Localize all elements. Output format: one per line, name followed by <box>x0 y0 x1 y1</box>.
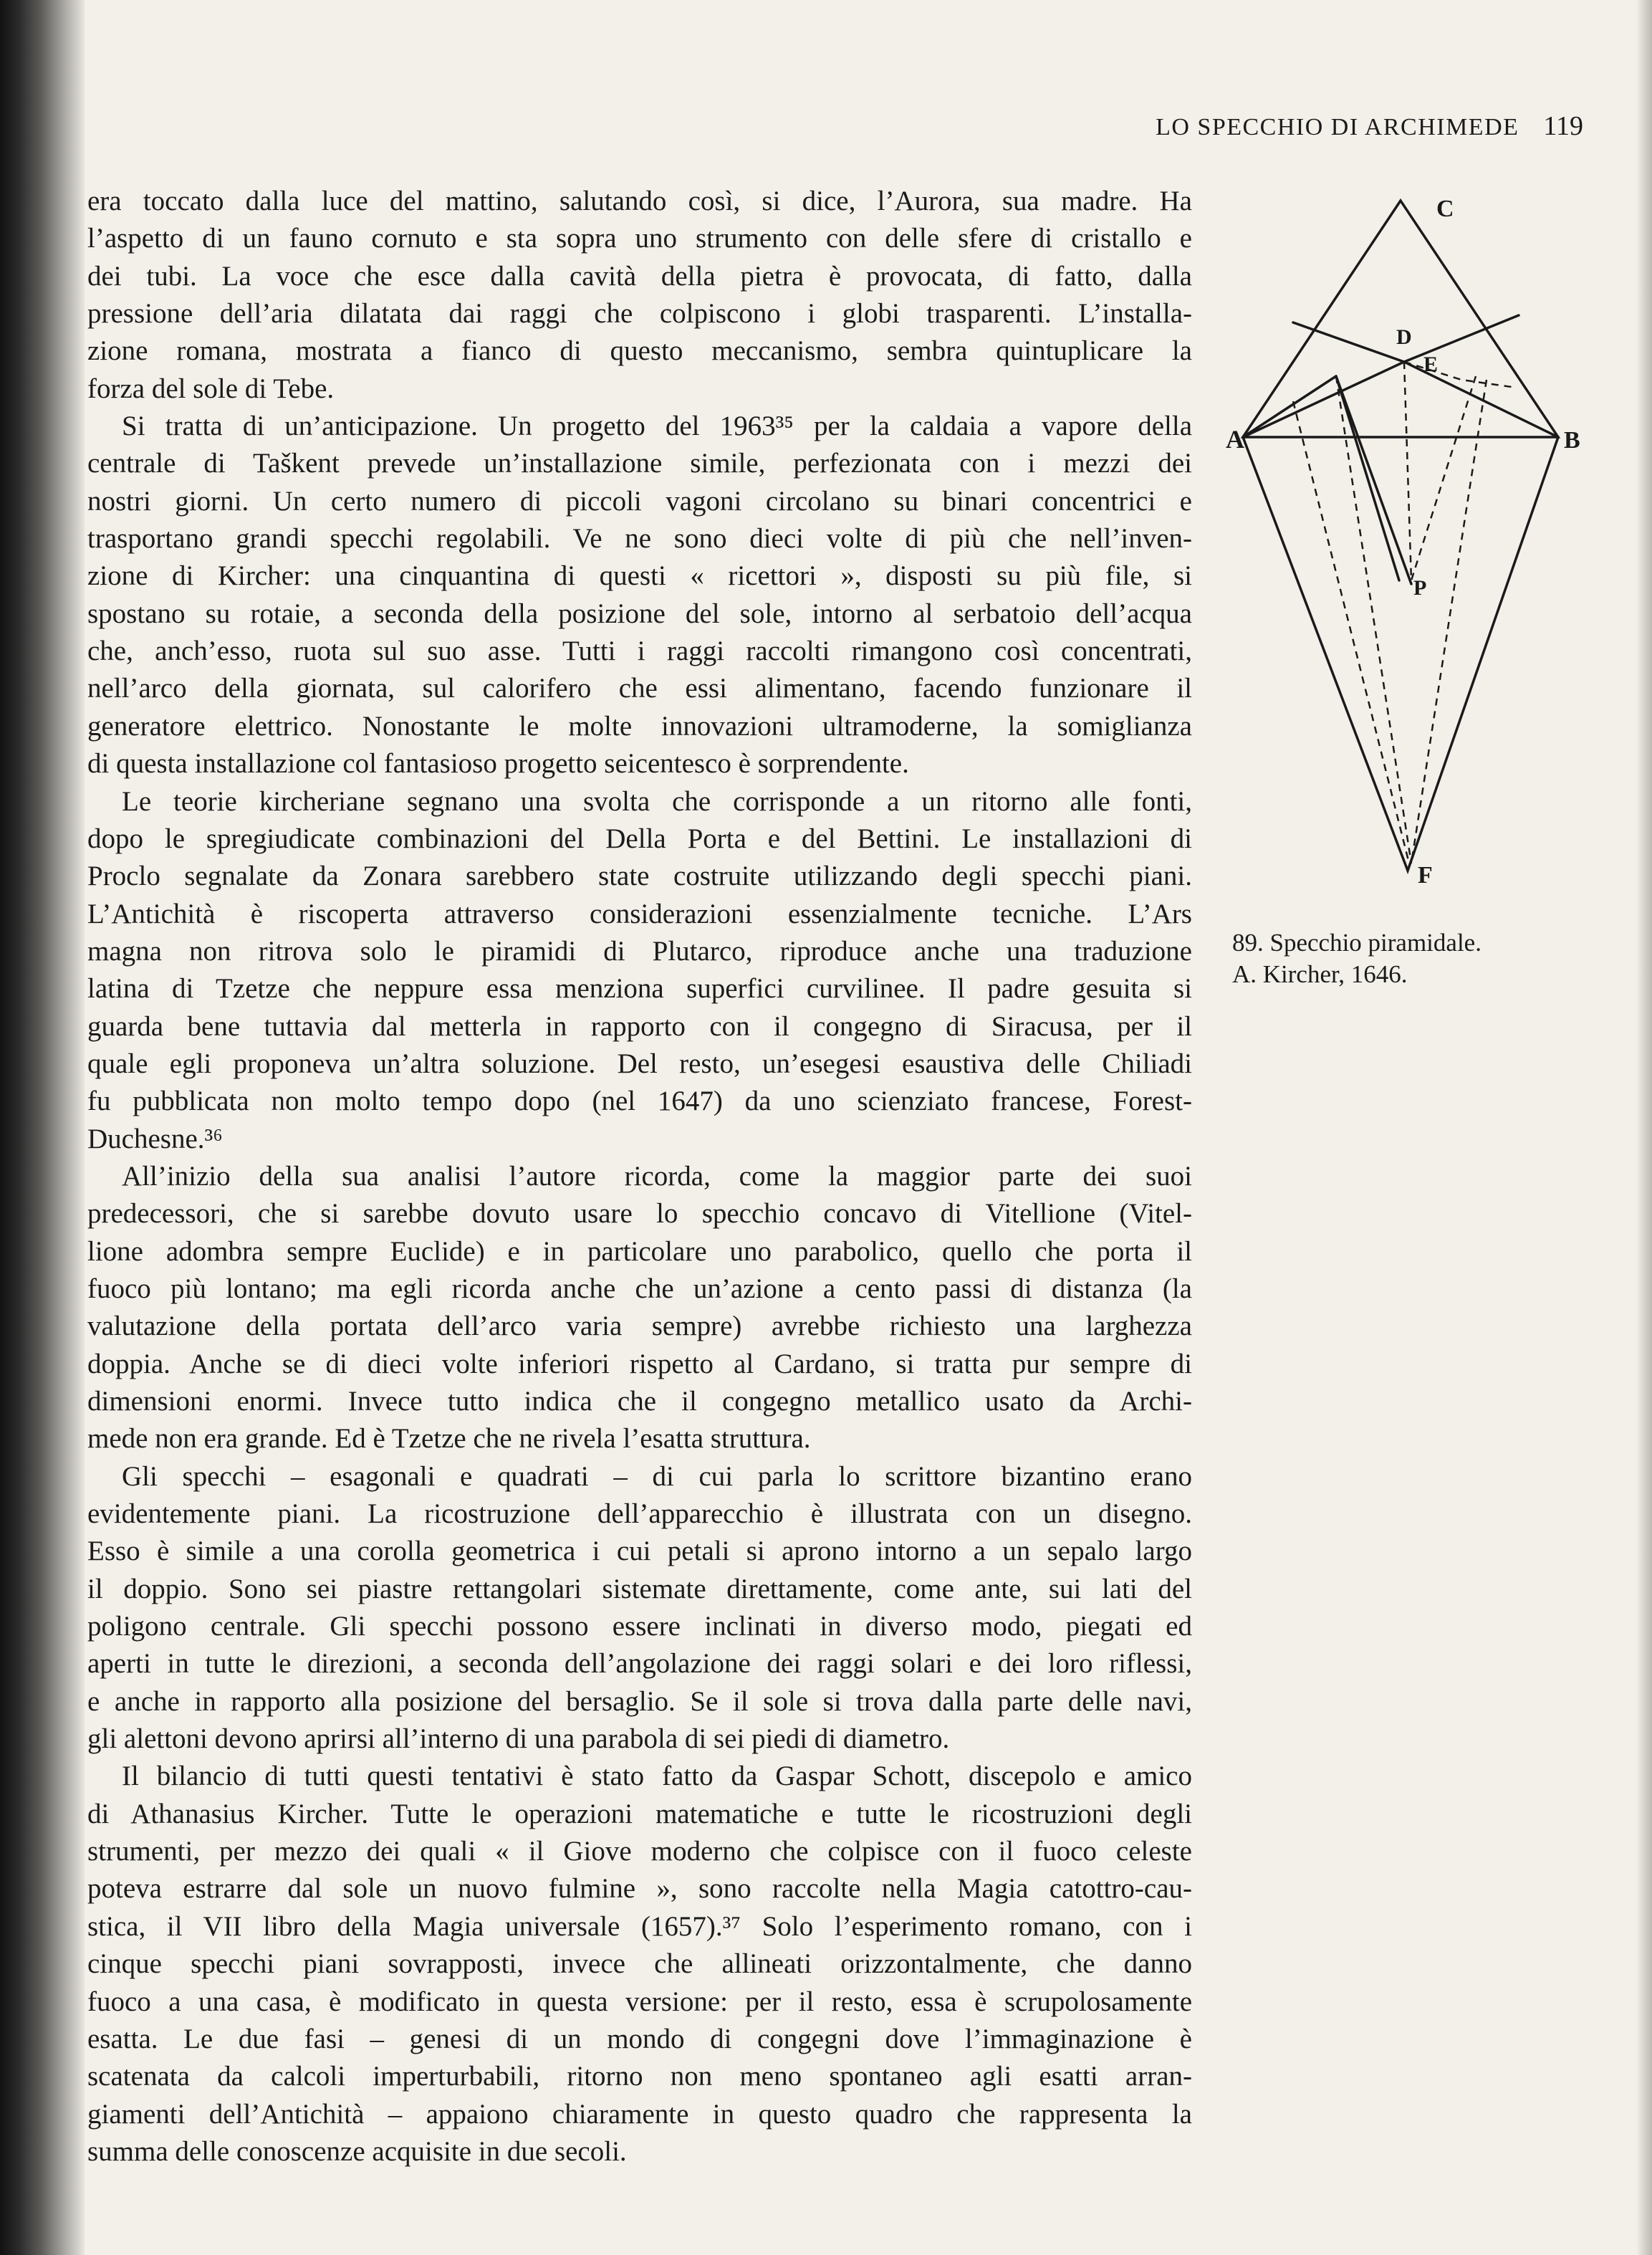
text-line: generatore elettrico. Nonostante le molte innovazioni ultramoderne, la somiglianza <box>87 710 1192 742</box>
text-line: pressione dell’aria dilatata dai raggi che colpiscono i globi trasparenti. L’installa- <box>87 298 1192 330</box>
text-line: Le teorie kircheriane segnano una svolta che corrisponde a un ritorno alle fonti, <box>122 785 1192 817</box>
text-line: doppia. Anche se di dieci volte inferiori rispetto al Cardano, si tratta pur sempre di <box>87 1348 1192 1379</box>
text-line: l’aspetto di un fauno cornuto e sta sopra uno strumento con delle sfere di cristallo e <box>87 223 1192 254</box>
text-line: latina di Tzetze che neppure essa menziona superfici curvilinee. Il padre gesuita si <box>87 973 1192 1005</box>
text-line: nell’arco della giornata, sul calorifero che essi alimentano, facendo funzionare il <box>87 673 1192 704</box>
page-edge-shadow <box>1636 0 1652 2255</box>
text-line: trasportano grandi specchi regolabili. Ve ne sono dieci volte di più che nell’inven- <box>87 523 1192 555</box>
text-line: Duchesne.³⁶ <box>87 1123 223 1154</box>
text-line: stica, il VII libro della Magia universale (1657).³⁷ Solo l’esperimento romano, con i <box>87 1910 1192 1942</box>
body-text <box>87 183 1192 2170</box>
text-line: quale egli proponeva un’altra soluzione. Del resto, un’esegesi esaustiva delle Chiliadi <box>87 1048 1192 1079</box>
text-line: fu pubblicata non molto tempo dopo (nel 1647) da uno scienziato francese, Forest- <box>87 1086 1192 1117</box>
text-line: zione romana, mostrata a fianco di questo meccanismo, sembra quintuplicare la <box>87 335 1192 367</box>
text-line: Il bilancio di tutti questi tentativi è stato fatto da Gaspar Schott, discepolo e amico <box>122 1761 1192 1792</box>
text-line: mede non era grande. Ed è Tzetze che ne rivela l’esatta struttura. <box>87 1423 811 1455</box>
dashed-ray-4 <box>1411 380 1487 863</box>
figure-pyramidal-mirror <box>1221 172 1594 917</box>
text-line: dopo le spregiudicate combinazioni del Della Porta e del Bettini. Le installazioni di <box>87 823 1192 854</box>
label-f: F <box>1418 862 1433 889</box>
text-line: Gli specchi – esagonali e quadrati – di cui parla lo scrittore bizantino erano <box>122 1460 1192 1492</box>
text-line: summa delle conoscenze acquisite in due secoli. <box>87 2135 627 2167</box>
text-line: il doppio. Sono sei piastre rettangolari sistemate direttamente, come ante, sui lati del <box>87 1573 1192 1604</box>
label-b: B <box>1564 427 1580 454</box>
text-line: poligono centrale. Gli specchi possono essere inclinati in diverso modo, piegati ed <box>87 1611 1192 1642</box>
pyramidal-mirror-diagram <box>1221 172 1594 917</box>
text-line: gli alettoni devono aprirsi all’interno di una parabola di sei piedi di diametro. <box>87 1723 950 1755</box>
label-d: D <box>1396 325 1412 349</box>
line-to-p-2 <box>1336 376 1399 580</box>
dashed-ray-2 <box>1404 362 1411 580</box>
text-line: Proclo segnalate da Zonara sarebbero state costruite utilizzando degli specchi piani. <box>87 861 1192 892</box>
text-line: fuoco a una casa, è modificato in questa versione: per il resto, essa è scrupolosamente <box>87 1986 1192 2017</box>
text-line: valutazione della portata dell’arco varia sempre) avrebbe richiesto una larghezza <box>87 1311 1192 1342</box>
text-line: lione adombra sempre Euclide) e in particolare uno parabolico, quello che porta il <box>87 1235 1192 1267</box>
text-line: L’Antichità è riscoperta attraverso considerazioni essenzialmente tecniche. L’Ars <box>87 898 1192 929</box>
left-inner-edge <box>1243 376 1336 437</box>
caption-line-2: A. Kircher, 1646. <box>1232 960 1408 988</box>
text-line: centrale di Taškent prevede un’installazione simile, perfezionata con i mezzi dei <box>87 448 1192 479</box>
text-line: cinque specchi piani sovrapposti, invece che allineati orizzontalmente, che danno <box>87 1948 1192 1980</box>
label-p: P <box>1413 576 1427 600</box>
text-line: evidentemente piani. La ricostruzione dell’apparecchio è illustrata con un disegno. <box>87 1498 1192 1530</box>
lower-lozenge <box>1243 437 1558 871</box>
caption-line-1: 89. Specchio piramidale. <box>1232 929 1481 957</box>
text-line: Esso è simile a una corolla geometrica i cui petali si aprono intorno a un sepalo largo <box>87 1536 1192 1567</box>
a-e-b-lines <box>1243 362 1558 437</box>
text-line: di questa installazione col fantasioso progetto seicentesco è sorprendente. <box>87 748 909 780</box>
text-line: esatta. Le due fasi – genesi di un mondo di congegni dove l’immaginazione è <box>87 2023 1192 2054</box>
text-line: fuoco più lontano; ma egli ricorda anche che un’azione a cento passi di distanza (la <box>87 1273 1192 1304</box>
text-line: strumenti, per mezzo dei quali « il Giove moderno che colpisce con il fuoco celeste <box>87 1836 1192 1867</box>
text-line: era toccato dalla luce del mattino, salutando così, si dice, l’Aurora, sua madre. Ha <box>87 186 1192 216</box>
text-line: che, anch’esso, ruota sul suo asse. Tutti i raggi raccolti rimangono così concentrati, <box>87 636 1192 667</box>
label-e: E <box>1423 353 1439 376</box>
book-gutter-shadow <box>0 0 85 2255</box>
text-line: dimensioni enormi. Invece tutto indica che il congegno metallico usato da Archi- <box>87 1386 1192 1417</box>
text-line: scatenata da calcoli imperturbabili, ritorno non meno spontaneo agli esatti arran- <box>87 2061 1192 2092</box>
text-line: nostri giorni. Un certo numero di piccoli vagoni circolano su binari concentrici e <box>87 485 1192 517</box>
running-title: LO SPECCHIO DI ARCHIMEDE <box>1156 114 1519 140</box>
text-line: spostano su rotaie, a seconda della posizione del sole, intorno al serbatoio dell’acqua <box>87 598 1192 629</box>
text-line: giamenti dell’Antichità – appaiono chiaramente in questo quadro che rappresenta la <box>87 2098 1192 2130</box>
text-line: magna non ritrova solo le piramidi di Plutarco, riproduce anche una traduzione <box>87 935 1192 967</box>
text-line: All’inizio della sua analisi l’autore ricorda, come la maggior parte dei suoi <box>122 1160 1192 1192</box>
text-line: forza del sole di Tebe. <box>87 373 335 404</box>
text-line: guarda bene tuttavia dal metterla in rapporto con il congegno di Siracusa, per il <box>87 1010 1192 1042</box>
figure-caption <box>1232 927 1569 990</box>
text-line: e anche in rapporto alla posizione del bersaglio. Se il sole si trova dalla parte delle navi, <box>87 1685 1192 1717</box>
running-header <box>1053 110 1583 142</box>
text-line: di Athanasius Kircher. Tutte le operazioni matematiche e tutte le ricostruzioni degli <box>87 1798 1192 1829</box>
text-line: zione di Kircher: una cinquantina di questi « ricettori », disposti su più file, si <box>87 560 1192 592</box>
label-c: C <box>1436 196 1454 222</box>
page-number: 119 <box>1543 111 1583 141</box>
text-line: poteva estrarre dal sole un nuovo fulmine », sono raccolte nella Magia catottro-cau- <box>87 1873 1192 1905</box>
text-line: aperti in tutte le direzioni, a seconda dell’angolazione dei raggi solari e dei loro riflessi, <box>87 1648 1192 1680</box>
label-a: A <box>1226 425 1244 454</box>
dotted-rays-e <box>1404 362 1512 387</box>
line-to-p <box>1336 376 1411 584</box>
text-line: Si tratta di un’anticipazione. Un progetto del 1963³⁵ per la caldaia a vapore della <box>122 411 1192 442</box>
text-line: dei tubi. La voce che esce dalla cavità della pietra è provocata, di fatto, dalla <box>87 260 1192 292</box>
dashed-ray-3 <box>1411 376 1476 580</box>
text-line: predecessori, che si sarebbe dovuto usare lo specchio concavo di Vitellione (Vitel- <box>87 1198 1192 1230</box>
